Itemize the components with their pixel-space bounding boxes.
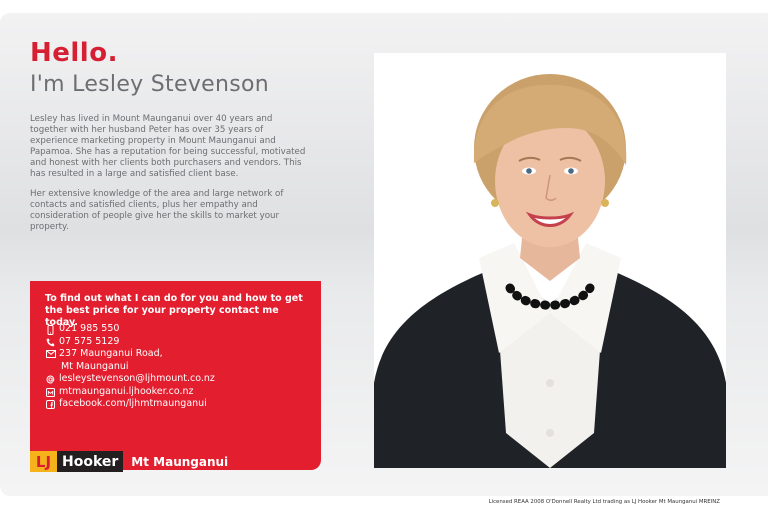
contact-cta: To find out what I can do for you and how to get the best price for your property contact me today. xyxy=(45,293,303,328)
mobile-icon xyxy=(44,323,57,335)
contact-website-text: mtmaunganui.ljhooker.co.nz xyxy=(59,385,194,397)
contact-address-line2: Mt Maunganui xyxy=(61,360,129,372)
contact-email-text: lesleystevenson@ljhmount.co.nz xyxy=(59,373,215,384)
license-disclaimer: Licensed REAA 2008 O'Donnell Realty Ltd trading as LJ Hooker Mt Maunganui MREINZ xyxy=(488,499,720,505)
agent-portrait-photo xyxy=(374,53,726,468)
agent-bio xyxy=(30,114,312,242)
greeting-heading: Hello. xyxy=(30,38,118,68)
facebook-icon xyxy=(44,398,57,409)
contact-phone[interactable] xyxy=(44,336,215,349)
bio-paragraph: Lesley has lived in Mount Maunganui over 40 years and together with her husband Peter has over 35 years of experience marketing property in Mount Maunganui and Papamoa. She has a reputation for being successful, motivated and honest with her clients both purchasers and vendors. This has resulted in a large and satisfied client base. xyxy=(30,114,306,179)
agent-name: I'm Lesley Stevenson xyxy=(30,72,269,97)
contact-mobile-text: 021 985 550 xyxy=(59,323,120,334)
brand-bar xyxy=(30,451,228,472)
contact-address-continued xyxy=(44,361,215,374)
hooker-logo-wordmark: Hooker xyxy=(57,451,123,472)
contact-email[interactable] xyxy=(44,373,215,386)
contact-list xyxy=(44,323,215,411)
lj-logo-mark: LJ xyxy=(30,451,57,472)
contact-panel xyxy=(30,281,321,470)
website-icon xyxy=(44,386,57,397)
portrait-illustration xyxy=(374,53,726,468)
contact-facebook[interactable] xyxy=(44,398,215,411)
contact-address xyxy=(44,348,215,361)
contact-phone-text: 07 575 5129 xyxy=(59,335,120,347)
email-icon xyxy=(44,373,57,384)
contact-website[interactable] xyxy=(44,386,215,399)
bio-paragraph: Her extensive knowledge of the area and large network of contacts and satisfied clients, plus her empathy and consideration of people give her the skills to market your property. xyxy=(30,189,284,232)
phone-icon xyxy=(44,336,57,347)
contact-facebook-text: facebook.com/ljhmtmaunganui xyxy=(59,398,207,409)
contact-mobile[interactable] xyxy=(44,323,215,336)
address-icon xyxy=(44,348,57,358)
contact-address-line1: 237 Maunganui Road, xyxy=(59,348,163,359)
office-name: Mt Maunganui xyxy=(131,454,229,469)
